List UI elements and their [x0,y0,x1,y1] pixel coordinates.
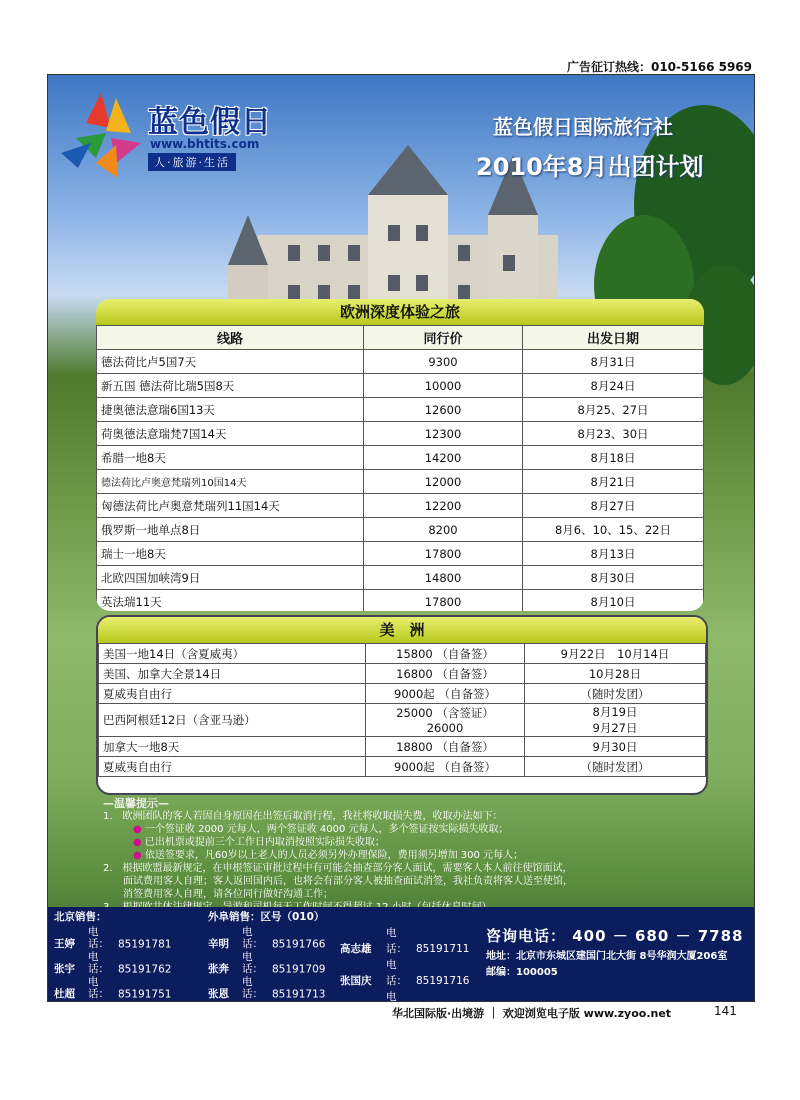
page-number: 141 [714,1004,737,1018]
list-item [208,976,325,1001]
price-cell: 17800 [364,590,523,612]
route-cell: 德法荷比卢奥意梵瑞列10国14天 [97,470,364,494]
list-item [54,1001,171,1003]
contact-phone[interactable]: 85191762 [118,963,172,975]
route-cell: 夏威夷自由行 [99,684,366,704]
price-cell [366,684,525,704]
price-cell: 12600 [364,398,523,422]
visa-note: （自备签） [436,666,494,681]
note-text: 一个签证收 2000 元每人，两个签证收 4000 元每人，多个签证按实际损失收取； [144,824,509,835]
table-row [97,494,704,518]
contact-name: 张国庆 [340,975,372,987]
phone-label: 电话： [88,925,109,950]
date-cell [525,704,706,737]
price-value: 9000起 [394,686,435,701]
date-cell: （随时发团） [525,684,706,704]
route-cell: 英法瑞11天 [97,590,364,612]
contact-phone[interactable]: 85191766 [272,938,326,950]
contact-phone[interactable]: 85191711 [416,943,470,955]
list-item [54,951,171,976]
brand-slogan: 人·旅游·生活 [148,153,236,171]
route-cell: 瑞士一地8天 [97,542,364,566]
route-cell: 希腊一地8天 [97,446,364,470]
footer-text: 华北国际版·出境游 ｜ 欢迎浏览电子版 www.zyoo.net [392,1007,672,1020]
contact-phone[interactable]: 85191781 [118,938,172,950]
table-row [97,590,704,612]
table-row [97,398,704,422]
brand-website[interactable]: www.bhtits.com [150,137,260,151]
price-cell: 14200 [364,446,523,470]
contact-name: 高志雄 [340,943,372,955]
contact-phone[interactable]: 85191709 [272,963,326,975]
price-cell: 12000 [364,470,523,494]
price-value: 15800 [396,646,433,661]
route-cell: 夏威夷自由行 [99,757,366,777]
price-cell: 9300 [364,350,523,374]
price-value-2: 26000 [426,721,464,735]
table-row [97,446,704,470]
table-row [99,684,706,704]
bullet-icon: ● [133,850,145,861]
phone-label [88,1001,118,1003]
list-item [208,926,325,951]
europe-tours-panel [96,299,704,611]
contact-name: 张宇 [54,963,75,975]
date-cell: 8月24日 [523,374,704,398]
ad-hotline: 广告征订热线：010-5166 5969 [566,60,752,74]
route-cell: 捷奥德法意瑞6国13天 [97,398,364,422]
phone-label [242,1001,272,1003]
header-price: 同行价 [364,326,523,350]
table-row [97,350,704,374]
date-cell: 8月25、27日 [523,398,704,422]
price-cell [366,664,525,684]
route-cell: 北欧四国加峡湾9日 [97,566,364,590]
contact-phone[interactable]: 85191716 [416,975,470,987]
date-cell: 8月10日 [523,590,704,612]
americas-tours-table [98,643,706,777]
phone-label: 电话： [242,950,263,975]
table-row [99,644,706,664]
date-cell: 8月21日 [523,470,704,494]
contact-name: 张恩 [208,988,229,1000]
route-cell: 荷奥德法意瑞梵7国14天 [97,422,364,446]
table-row [97,470,704,494]
note-text: 依送签要求，凡60岁以上老人的人员必须另外办理保险，费用须另增加 300 元每人； [144,850,524,861]
date-cell: 8月6、10、15、22日 [523,518,704,542]
phone-label: 电话： [242,925,263,950]
route-cell: 美国、加拿大全景14日 [99,664,366,684]
phone-label: 电 [386,991,397,1002]
price-cell: 8200 [364,518,523,542]
travel-plan-panel [47,74,755,1002]
phone-label: 电话： [88,975,109,1000]
table-row [99,704,706,737]
route-cell: 美国一地14日（含夏威夷） [99,644,366,664]
note-text: 已出机票或提前三个工作日内取消按照实际损失收取； [144,837,385,848]
visa-note: （自备签） [436,739,494,754]
price-cell: 10000 [364,374,523,398]
date-cell: 10月28日 [525,664,706,684]
note-line [103,849,743,862]
route-cell: 俄罗斯一地单点8日 [97,518,364,542]
bullet-icon: ● [133,824,145,835]
phone-label: 电话： [242,975,263,1000]
visa-note: （自备签） [436,646,494,661]
table-row [99,737,706,757]
note-line: 消签费用客人自理，请各位同行做好沟通工作； [123,889,333,900]
price-cell: 17800 [364,542,523,566]
visa-note: （含签证） [436,706,494,720]
table-row [97,542,704,566]
route-cell: 匈德法荷比卢奥意梵瑞列11国14天 [97,494,364,518]
price-value: 18800 [396,739,433,754]
list-item [208,1001,325,1003]
address: 地址：北京市东城区建国门北大街 8号华润大厦206室 [486,951,728,962]
europe-panel-title: 欧洲深度体验之旅 [96,299,704,325]
table-row [99,664,706,684]
price-value: 9000起 [394,759,435,774]
date-cell: 8月23、30日 [523,422,704,446]
note-line: 1. 欧洲团队的客人若因自身原因在出签后取消行程，我社将收取损失费，收取办法如下： [103,811,503,822]
contact-phone[interactable]: 85191713 [272,988,326,1000]
header-route: 线路 [97,326,364,350]
price-value: 16800 [396,666,433,681]
date-cell: （随时发团） [525,757,706,777]
notes-title: —温馨提示— [103,797,169,810]
price-cell: 12300 [364,422,523,446]
list-item [340,925,469,957]
note-line: 2. 根据欧盟最新规定，在申根签证审批过程中有可能会抽查部分客人面试，需要客人本人前往使馆面试， [103,863,573,874]
date-cell: 8月30日 [523,566,704,590]
date-cell: 8月18日 [523,446,704,470]
route-cell: 加拿大一地8天 [99,737,366,757]
bullet-icon: ● [133,837,145,848]
contact-name: 张奔 [208,963,229,975]
list-item [54,926,171,951]
notes-section [103,797,743,914]
date-value: 8月19日 [592,705,638,719]
route-cell: 德法荷比卢5国7天 [97,350,364,374]
other-sales [208,911,325,1002]
europe-tours-table [96,325,704,611]
table-row [99,757,706,777]
visa-note: （自备签） [438,686,496,701]
phone-label: 电话： [88,950,109,975]
table-row [97,566,704,590]
route-cell: 巴西阿根廷12日（含亚马逊） [99,704,366,737]
phone-label: 电话： [386,959,407,987]
price-cell [366,757,525,777]
header-date: 出发日期 [523,326,704,350]
contact-bar [48,907,754,1001]
price-value: 25000 [396,706,433,720]
list-item [340,989,469,1002]
third-sales [340,925,469,1002]
list-item [208,951,325,976]
plan-title: 2010年8月出团计划 [476,153,704,181]
price-cell: 14800 [364,566,523,590]
price-cell [366,737,525,757]
date-cell: 9月30日 [525,737,706,757]
contact-phone[interactable]: 85191751 [118,988,172,1000]
price-cell [366,704,525,737]
note-line: 面试费用客人自理；客人返回国内后，也将会有部分客人被抽查面试消签，我社负责将客人送至使馆， [123,876,573,887]
price-cell [366,644,525,664]
date-cell: 9月22日 10月14日 [525,644,706,664]
brand-name: 蓝色假日 [148,105,272,140]
price-cell: 12200 [364,494,523,518]
route-cell: 新五国 德法荷比瑞5国8天 [97,374,364,398]
postcode: 邮编：100005 [486,967,558,978]
consult-phone[interactable]: 咨询电话： 400 － 680 － 7788 [486,927,744,945]
agency-title: 蓝色假日国际旅行社 [493,115,673,139]
note-line [103,836,743,849]
table-row [97,518,704,542]
contact-name: 辛明 [208,938,229,950]
other-sales-title: 外阜销售：区号（010） [208,911,325,923]
note-line [103,823,743,836]
beijing-sales-title: 北京销售： [54,911,107,923]
list-item [54,976,171,1001]
list-item [340,957,469,989]
americas-panel-title: 美 洲 [98,617,706,643]
americas-tours-panel [96,615,708,795]
date-cell: 8月31日 [523,350,704,374]
table-row [97,422,704,446]
visa-note: （自备签） [438,759,496,774]
date-value-2: 9月27日 [592,721,638,735]
phone-label: 电话： [386,927,407,955]
contact-name: 杜超 [54,988,75,1000]
table-row [97,374,704,398]
beijing-sales [54,911,171,1002]
date-cell: 8月13日 [523,542,704,566]
contact-name: 王婷 [54,938,75,950]
date-cell: 8月27日 [523,494,704,518]
